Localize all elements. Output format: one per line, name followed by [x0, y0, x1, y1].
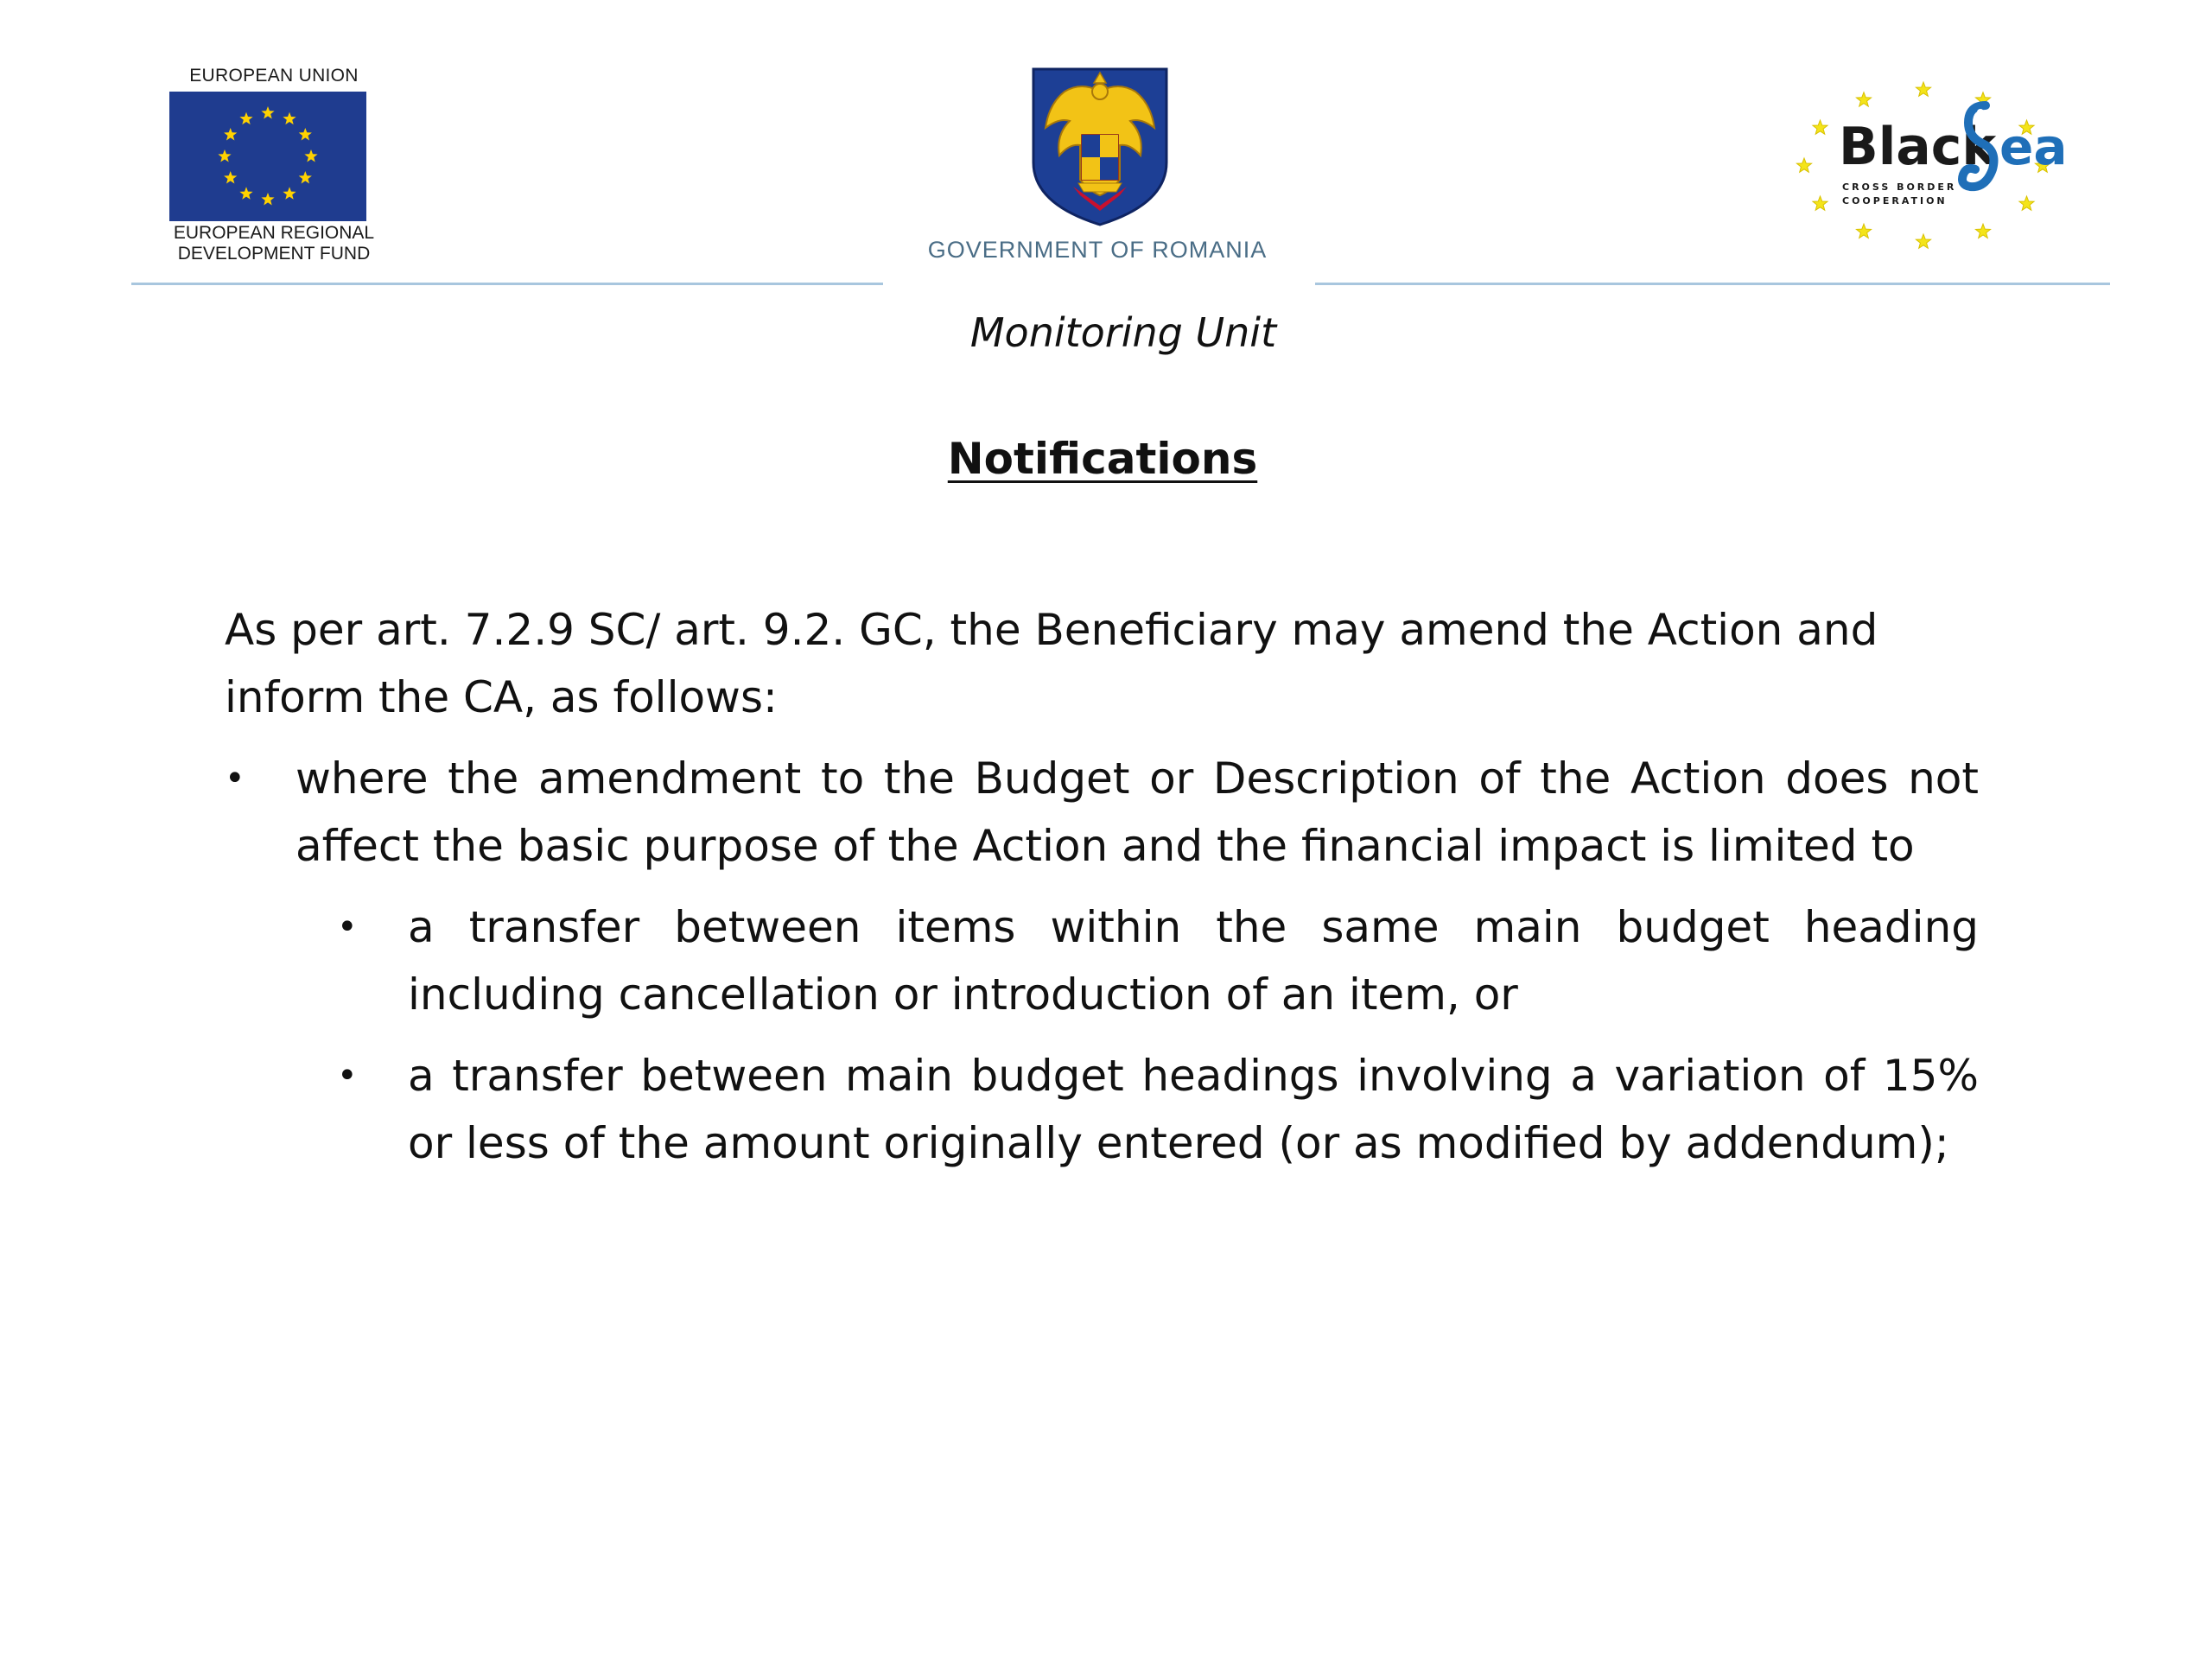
blacksea-star-icon	[1813, 120, 1827, 134]
blacksea-star-icon	[1856, 92, 1871, 106]
blacksea-star-icon	[2019, 196, 2034, 210]
blacksea-tagline-line2: COOPERATION	[1842, 195, 1948, 207]
sub-bullet-item	[225, 893, 1979, 1028]
eu-logo-bottom-caption-line2: DEVELOPMENT FUND	[177, 244, 371, 264]
bullet-item	[225, 745, 1979, 880]
blacksea-star-icon	[1975, 224, 1990, 238]
page-title: Notifications	[947, 434, 1258, 484]
sub-bullet-item	[225, 1042, 1979, 1177]
bullet-dot-icon: •	[225, 759, 245, 798]
eu-logo-bottom-caption	[161, 223, 387, 264]
eu-logo-top-caption: EUROPEAN UNION	[189, 66, 359, 86]
blacksea-star-icon	[1916, 82, 1930, 96]
blacksea-star-icon	[1813, 196, 1827, 210]
bullet-dot-icon: •	[337, 1056, 358, 1096]
government-logo-caption: GOVERNMENT OF ROMANIA	[927, 237, 1268, 263]
romania-coat-of-arms-icon	[1030, 66, 1170, 226]
blacksea-tagline-line1: CROSS BORDER	[1842, 181, 1957, 193]
eu-flag-icon	[169, 92, 366, 221]
blacksea-logo	[1785, 79, 2070, 268]
blacksea-wordmark-black: Black	[1839, 117, 1997, 177]
blacksea-star-icon	[1796, 158, 1811, 172]
monitoring-unit-text: Monitoring Unit	[969, 309, 1277, 356]
monitoring-unit-label	[0, 309, 2212, 356]
header-divider-left	[131, 283, 883, 285]
header-divider-right	[1315, 283, 2110, 285]
blacksea-wordmark-sea: ea	[1999, 118, 2068, 176]
sub-bullet-text: a transfer between main budget headings involving a variation of 15% or less of the amount originally entered (or as modified by addendum);	[408, 1051, 1979, 1168]
sub-bullet-text: a transfer between items within the same main budget heading including cancellation or introduction of an item, or	[408, 902, 1979, 1020]
bullet-dot-icon: •	[337, 907, 358, 947]
blacksea-star-icon	[1916, 234, 1930, 248]
bullet-text: where the amendment to the Budget or Description of the Action does not affect the basic purpose of the Action and the financial impact is limited to	[296, 753, 1979, 871]
slide-body	[225, 596, 1979, 1177]
government-logo	[873, 66, 1322, 273]
intro-paragraph: As per art. 7.2.9 SC/ art. 9.2. GC, the Beneficiary may amend the Action and inform the CA, as follows:	[225, 605, 1878, 722]
blacksea-star-icon	[1856, 224, 1871, 238]
eu-logo-bottom-caption-line1: EUROPEAN REGIONAL	[173, 223, 375, 243]
